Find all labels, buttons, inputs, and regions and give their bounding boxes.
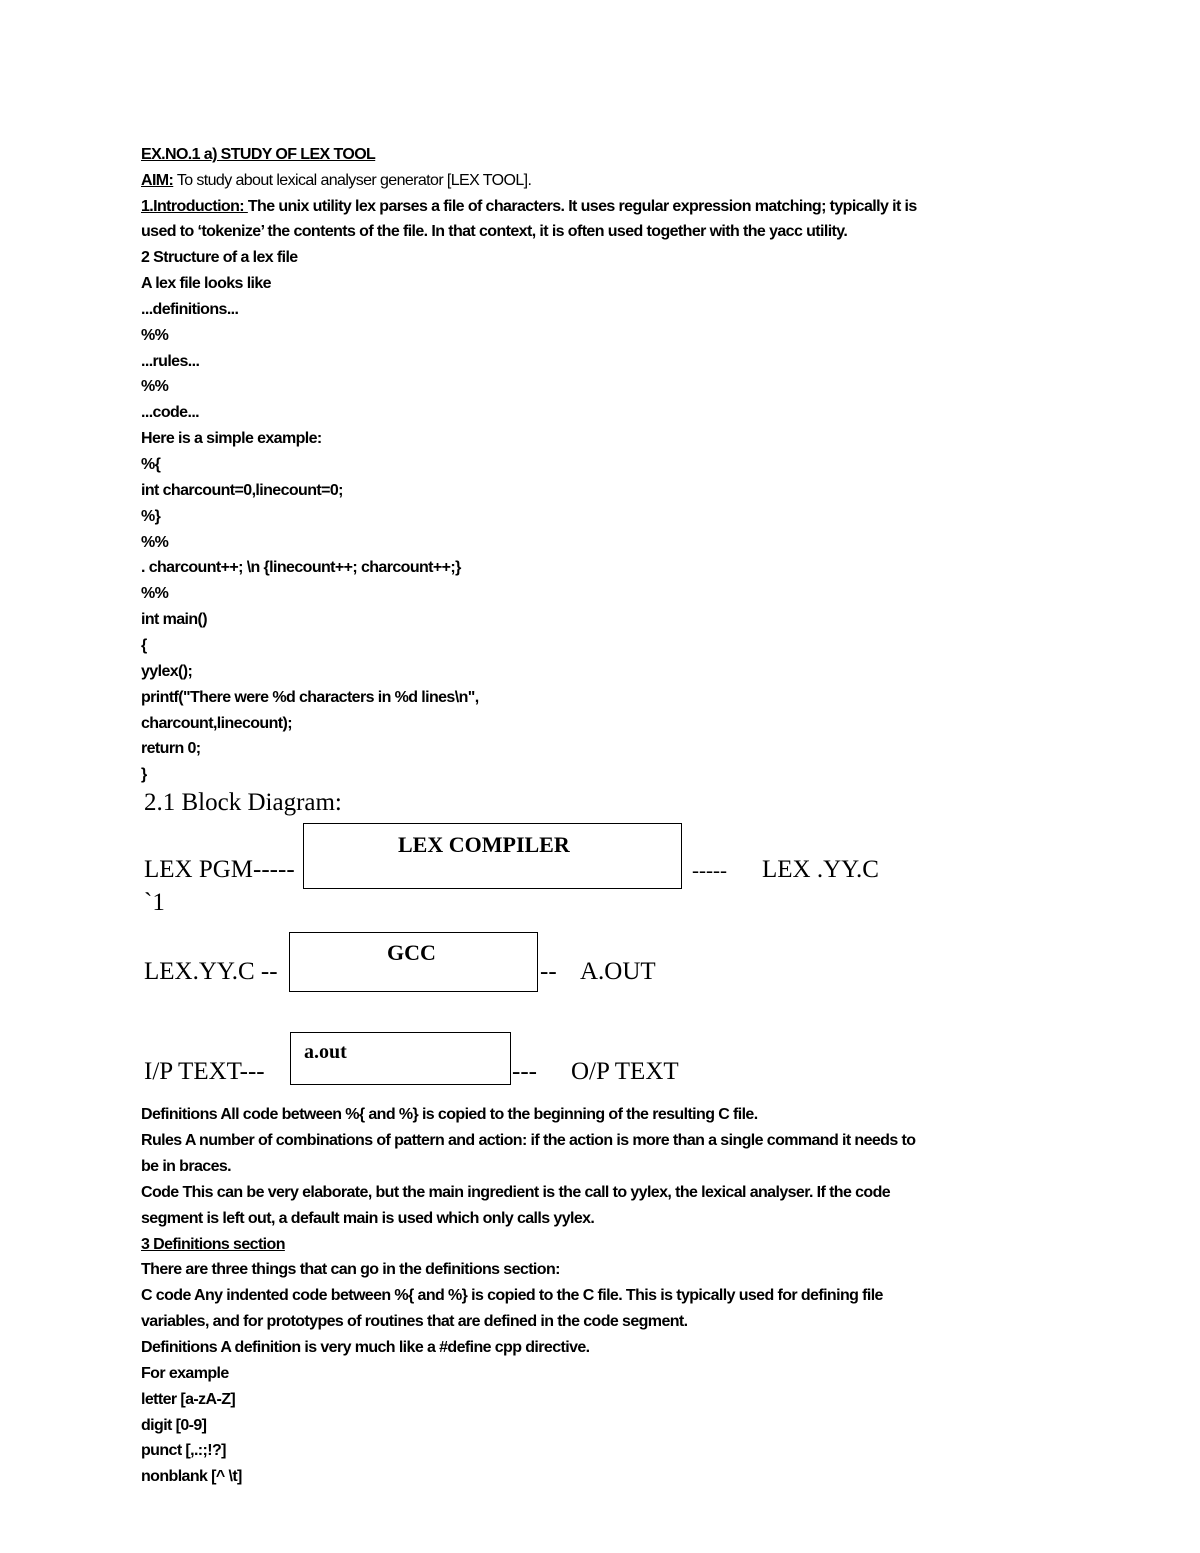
explanation-line: be in braces. bbox=[141, 1158, 232, 1175]
intro-label: 1.Introduction: bbox=[141, 198, 248, 215]
definitions-line: There are three things that can go in the definitions section: bbox=[141, 1261, 560, 1278]
code-line: %% bbox=[141, 534, 169, 551]
definitions-line: C code Any indented code between %{ and %} is copied to the C file. This is typically used for defining file bbox=[141, 1287, 883, 1304]
explanation-line: Code This can be very elaborate, but the main ingredient is the call to yylex, the lexical analyser. If the code bbox=[141, 1184, 891, 1201]
code-line: %} bbox=[141, 508, 161, 525]
code-line: %% bbox=[141, 585, 169, 602]
code-line: int main() bbox=[141, 611, 207, 628]
diagram-heading: 2.1 Block Diagram: bbox=[144, 789, 342, 816]
intro-text-1: The unix utility lex parses a file of characters. It uses regular expression matching; typically it is bbox=[247, 198, 917, 215]
code-line: . charcount++; \n {linecount++; charcount++;} bbox=[141, 559, 461, 576]
structure-line: ...code... bbox=[141, 404, 200, 421]
definitions-line: digit [0-9] bbox=[141, 1417, 207, 1434]
explanation-line: Rules A number of combinations of pattern and action: if the action is more than a single command it needs to bbox=[141, 1132, 916, 1149]
intro-line-2: used to ‘tokenize’ the contents of the file. In that context, it is often used together with the yacc utility. bbox=[141, 223, 848, 240]
structure-line: ...rules... bbox=[141, 353, 200, 370]
definitions-heading: 3 Definitions section bbox=[141, 1236, 285, 1253]
code-line: return 0; bbox=[141, 740, 201, 757]
structure-heading: 2 Structure of a lex file bbox=[141, 249, 298, 266]
code-line: printf("There were %d characters in %d lines\n", bbox=[141, 689, 479, 706]
explanation-line: segment is left out, a default main is used which only calls yylex. bbox=[141, 1210, 595, 1227]
code-line: yylex(); bbox=[141, 663, 193, 680]
structure-line: %% bbox=[141, 378, 169, 395]
code-line: int charcount=0,linecount=0; bbox=[141, 482, 343, 499]
structure-line: ...definitions... bbox=[141, 301, 239, 318]
aim-label: AIM: bbox=[141, 172, 174, 189]
document-title: EX.NO.1 a) STUDY OF LEX TOOL bbox=[141, 146, 376, 163]
diagram-row2-arrow: -- bbox=[540, 958, 557, 985]
aim-text: To study about lexical analyser generator [LEX TOOL]. bbox=[173, 172, 532, 189]
diagram-row1-arrow: ----- bbox=[692, 858, 727, 882]
diagram-row3-input: I/P TEXT--- bbox=[144, 1058, 265, 1085]
diagram-row2-input: LEX.YY.C -- bbox=[144, 958, 278, 985]
diagram-row3-output: O/P TEXT bbox=[571, 1058, 679, 1085]
lex-compiler-label: LEX COMPILER bbox=[398, 832, 570, 857]
definitions-line: nonblank [^ \t] bbox=[141, 1468, 242, 1485]
structure-line: A lex file looks like bbox=[141, 275, 271, 292]
definitions-line: Definitions A definition is very much like a #define cpp directive. bbox=[141, 1339, 590, 1356]
definitions-line: For example bbox=[141, 1365, 229, 1382]
diagram-row1-input: LEX PGM----- bbox=[144, 856, 295, 883]
definitions-line: punct [,.:;!?] bbox=[141, 1442, 226, 1459]
aout-label: a.out bbox=[304, 1041, 347, 1063]
diagram-row1-output: LEX .YY.C bbox=[762, 856, 879, 883]
diagram-row1-note: `1 bbox=[144, 889, 165, 916]
diagram-row3-arrow: --- bbox=[512, 1058, 537, 1085]
code-line: %{ bbox=[141, 456, 161, 473]
definitions-line: letter [a-zA-Z] bbox=[141, 1391, 236, 1408]
intro-line-1 bbox=[141, 197, 917, 217]
code-line: } bbox=[141, 766, 147, 783]
code-line: charcount,linecount); bbox=[141, 715, 292, 732]
definitions-line: variables, and for prototypes of routines that are defined in the code segment. bbox=[141, 1313, 688, 1330]
example-intro: Here is a simple example: bbox=[141, 430, 322, 447]
aim-line bbox=[141, 171, 531, 191]
gcc-label: GCC bbox=[387, 940, 436, 965]
code-line: { bbox=[141, 637, 147, 654]
explanation-line: Definitions All code between %{ and %} is copied to the beginning of the resulting C file. bbox=[141, 1106, 758, 1123]
structure-line: %% bbox=[141, 327, 169, 344]
diagram-row2-output: A.OUT bbox=[580, 958, 656, 985]
